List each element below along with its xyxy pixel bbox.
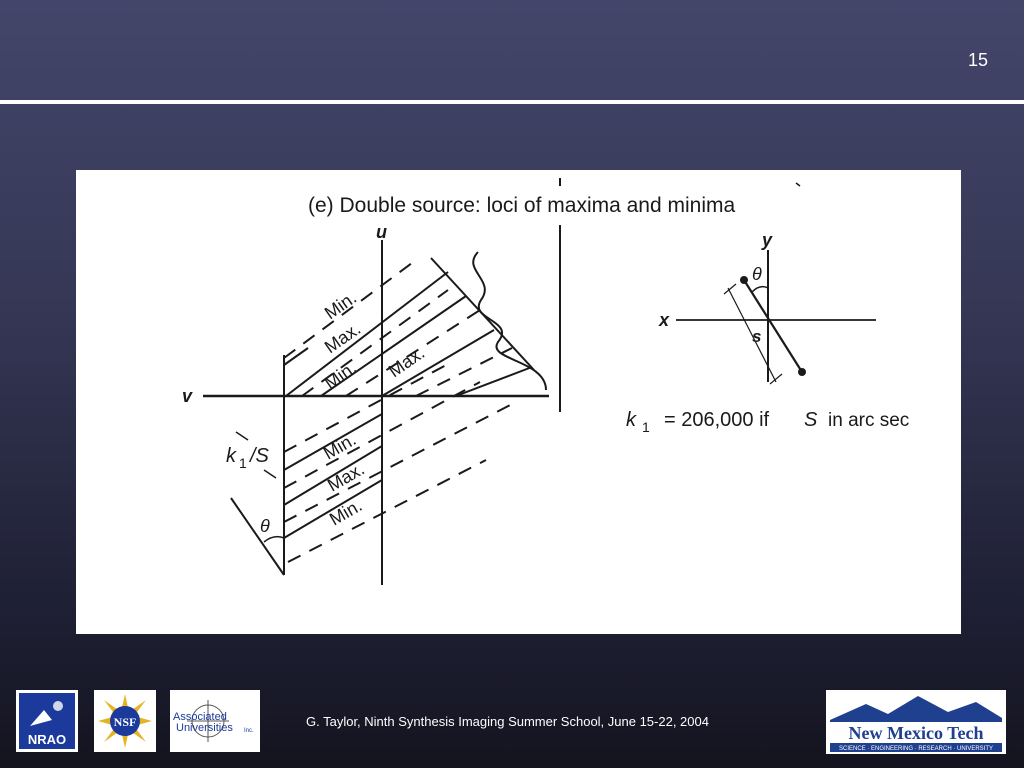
nmt-logo-tagline: SCIENCE · ENGINEERING · RESEARCH · UNIVERSITY bbox=[838, 746, 994, 752]
x-axis-label: x bbox=[659, 310, 670, 330]
fringe-label-max: Max. bbox=[384, 342, 429, 382]
v-axis-label: v bbox=[182, 386, 193, 406]
formula-s: S bbox=[804, 409, 818, 431]
fringe-label-max: Max. bbox=[324, 458, 368, 496]
formula-units: in arc sec bbox=[828, 410, 910, 431]
nrao-logo bbox=[16, 690, 78, 752]
spacing-tick bbox=[236, 432, 248, 440]
header-rule bbox=[0, 100, 1024, 104]
dashed-fringe-line bbox=[288, 460, 486, 562]
slide-number: 15 bbox=[967, 50, 988, 70]
separation-label: s bbox=[752, 327, 762, 346]
wavy-boundary bbox=[473, 252, 546, 390]
fringe-label-min: Min. bbox=[326, 495, 366, 530]
figure-panel bbox=[76, 170, 961, 634]
fringe-label-min: Min. bbox=[320, 287, 361, 324]
inset-angle-label: θ bbox=[752, 264, 762, 284]
aui-logo-line1: Associated bbox=[173, 711, 227, 723]
fringe-label-min: Min. bbox=[320, 429, 360, 464]
u-axis-label: u bbox=[376, 222, 387, 242]
source-separation-line bbox=[744, 280, 802, 372]
nsf-logo bbox=[94, 690, 156, 752]
spacing-tick bbox=[264, 470, 276, 478]
figure-title: (e) Double source: loci of maxima and minima bbox=[308, 194, 736, 217]
nsf-logo-text: NSF bbox=[113, 715, 137, 729]
dashed-fringe-line bbox=[284, 364, 448, 452]
formula-subscript: 1 bbox=[642, 419, 650, 435]
aui-logo bbox=[170, 690, 260, 752]
angle-arc bbox=[264, 537, 284, 542]
spacing-label-rest: /S bbox=[250, 445, 269, 467]
fringe-label-min: Min. bbox=[320, 357, 361, 394]
inset-angle-arc bbox=[752, 287, 768, 292]
angle-label: θ bbox=[260, 516, 270, 536]
spacing-label-k: k bbox=[226, 445, 236, 467]
source-point bbox=[740, 276, 748, 284]
fringe-label-max: Max. bbox=[320, 318, 365, 358]
scan-mark bbox=[796, 183, 800, 186]
spacing-label-subscript: 1 bbox=[239, 455, 247, 471]
aui-logo-suffix: Inc. bbox=[244, 728, 254, 734]
y-axis-label: y bbox=[762, 230, 773, 250]
nmt-logo bbox=[826, 690, 1006, 754]
source-point bbox=[798, 368, 806, 376]
nrao-logo-text: NRAO bbox=[27, 732, 67, 747]
fringe-line bbox=[286, 272, 448, 396]
dashed-fringe-line bbox=[416, 348, 512, 396]
fringe-diagram bbox=[76, 170, 961, 634]
aui-logo-line2: Universities bbox=[176, 722, 233, 734]
formula-k: k bbox=[626, 409, 636, 431]
nmt-logo-name: New Mexico Tech bbox=[848, 723, 984, 743]
formula-value: = 206,000 if bbox=[664, 409, 770, 431]
dimension-tick bbox=[770, 374, 782, 384]
footer-citation: G. Taylor, Ninth Synthesis Imaging Summer School, June 15-22, 2004 bbox=[306, 714, 709, 729]
